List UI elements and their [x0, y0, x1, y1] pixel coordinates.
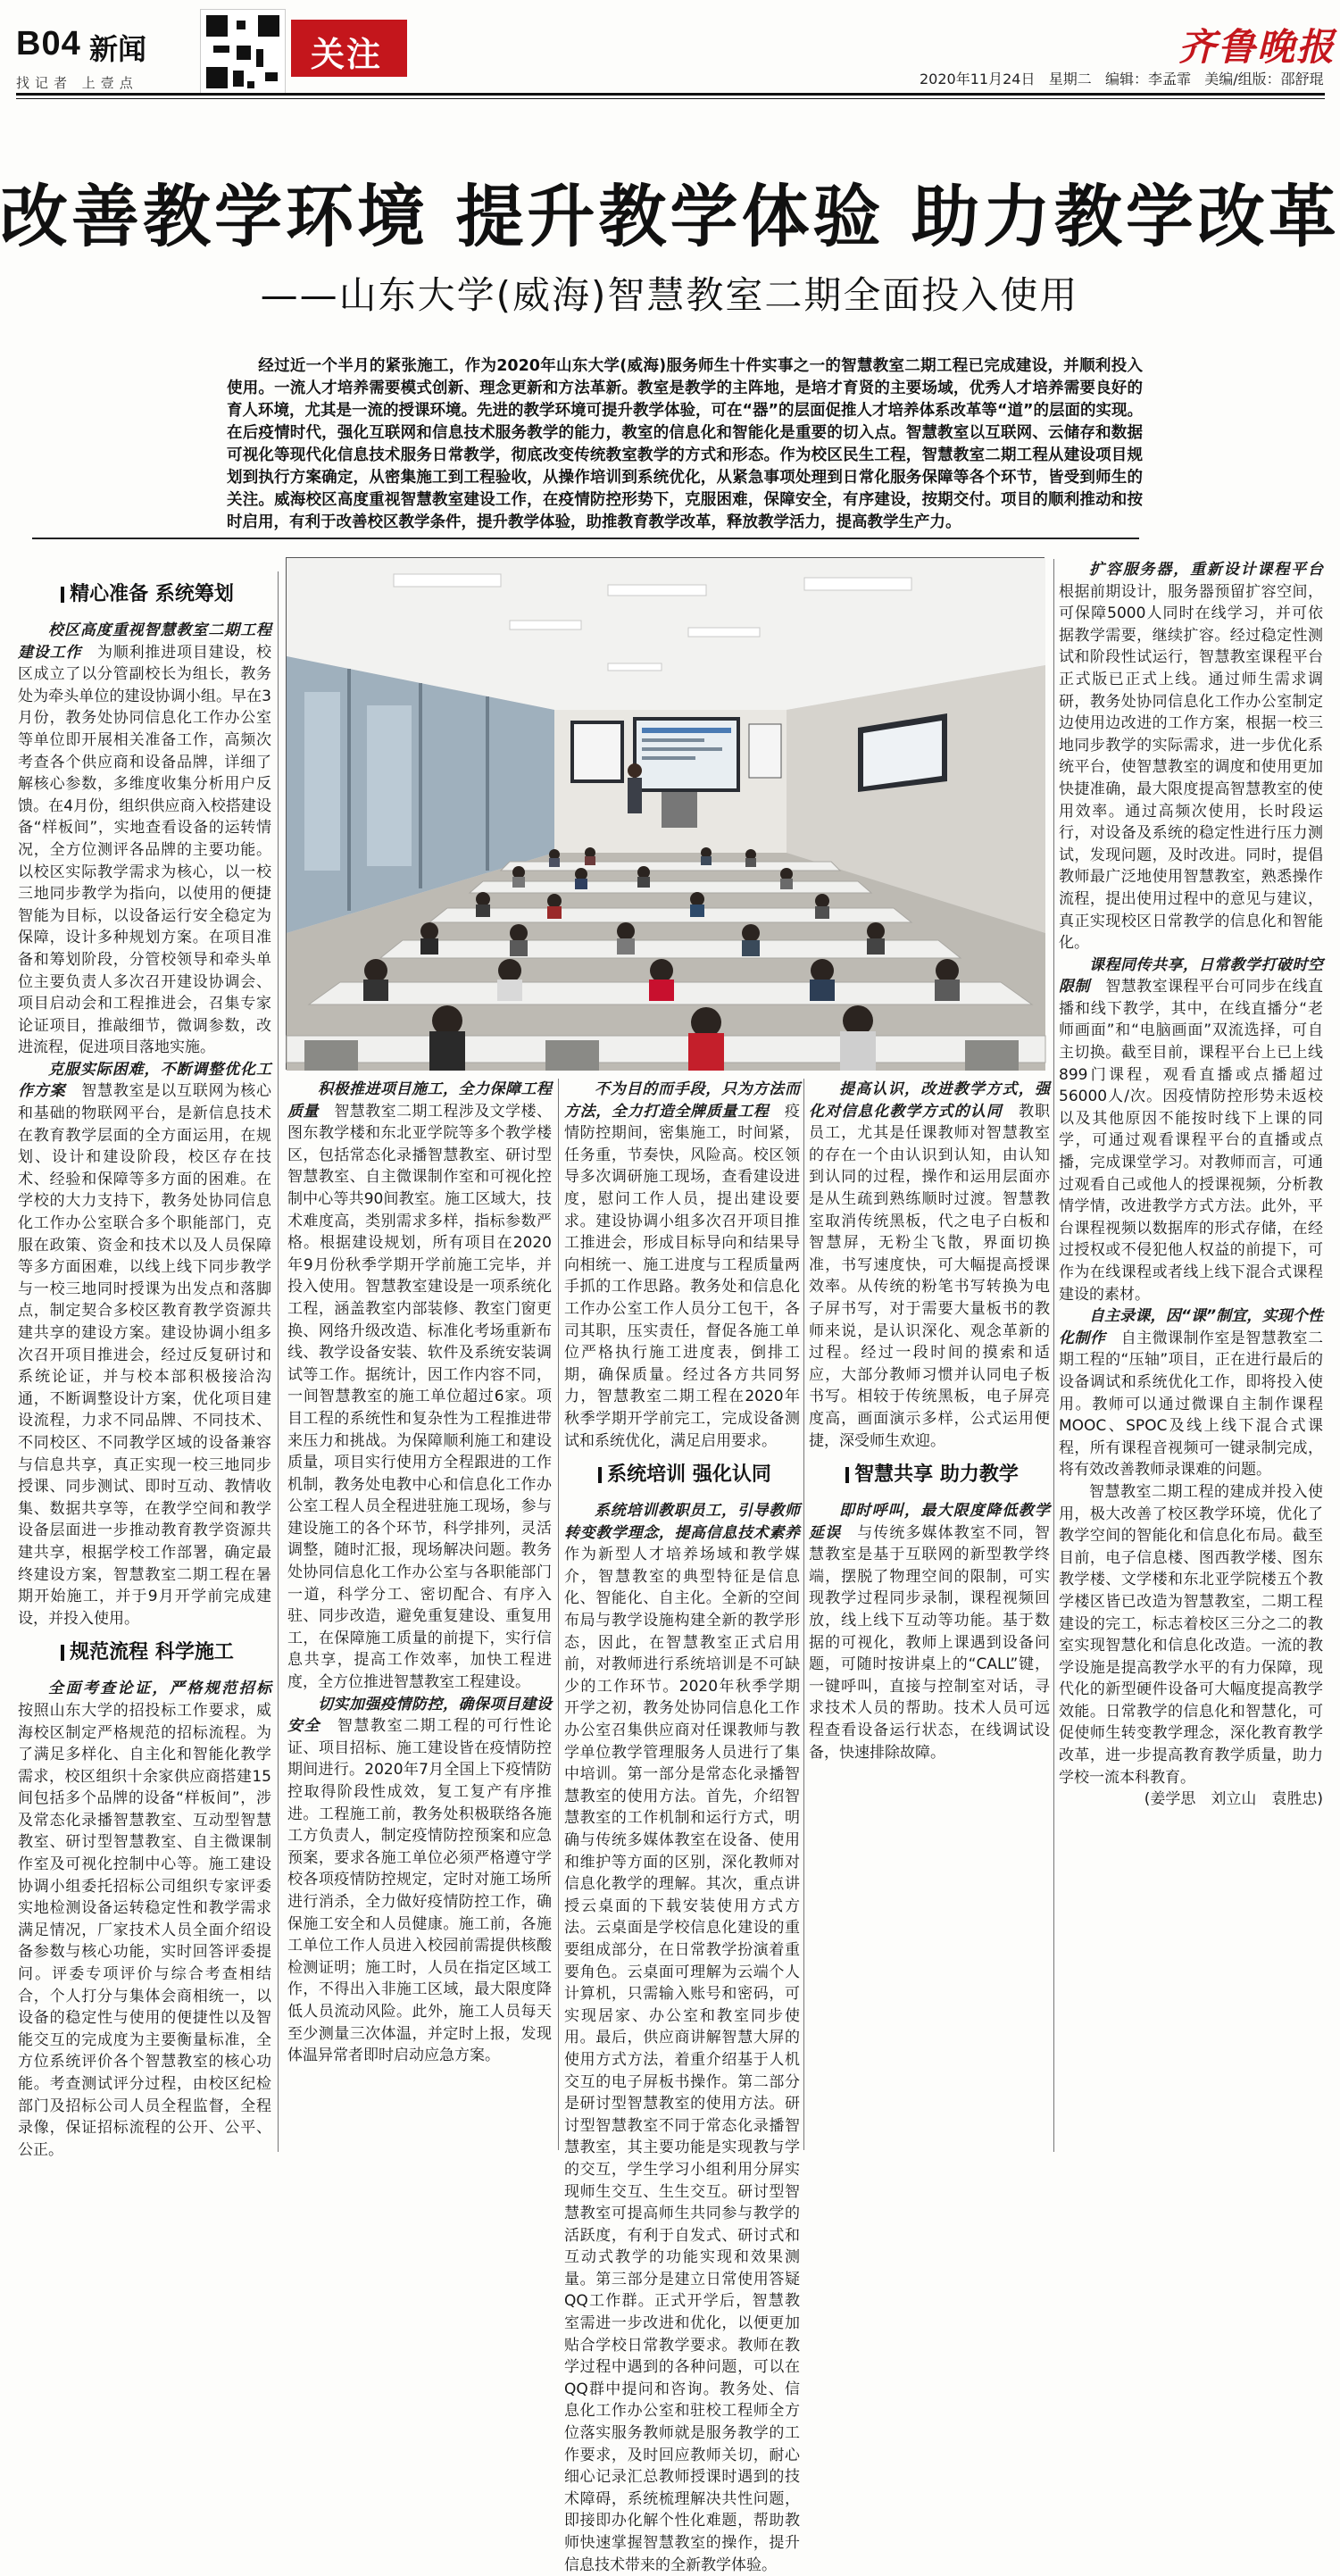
body-paragraph: 不为目的而手段，只为方法而方法，全力打造全牌质量工程 疫情防控期间，密集施工，时间紧，任务重，节奏快，风险高。校区领导多次调研施工现场，查看建设进度，慰问工作人员，提出建设要求。建设协调小组多次召开项目推工推进会，形成目标导向和结果导向相统一、施工进度与工程质量两手抓的工作思路。教务处和信息化工作办公室工作人员分工包干，各司其职，压实责任，督促各施工单位严格执行施工进度表，倒排工期，确保质量。经过各方共同努力，智慧教室二期工程在2020年秋季学期开学前完工，完成设备测试和系统优化，满足启用要求。	[564, 1080, 801, 1450]
newspaper-logo: 齐鲁晚报	[1178, 25, 1336, 69]
lead-paragraph: 经过近一个半月的紧张施工，作为2020年山东大学(威海)服务师生十件实事之一的智慧教室二期工程已完成建设，并顺利投入使用。一流人才培养需要模式创新、理念更新和方法革新。教室是教学的主阵地，是培才育贤的主要场域，优秀人才培养需要良好的育人环境，尤其是一流的授课环境。先进的教学环境可提升教学体验，可在“器”的层面促推人才培养体系改革等“道”的层面的实现。在后疫情时代，强化互联网和信息技术服务教学的能力，教室的信息化和智能化是重要的切入点。智慧教室以互联网、云储存和数据可视化等现代化信息技术服务日常教学，彻底改变传统教室教学的方式和形态。作为校区民生工程，智慧教室二期工程从建设项目规划到执行方案确定，从密集施工到工程验收，从操作培训到系统优化，从紧急事项处理到日常化服务保障等各个环节，皆受到师生的关注。威海校区高度重视智慧教室建设工作，在疫情防控形势下，克服困难，保障安全，有序建设，按期交付。项目的顺利推动和按时启用，有利于改善校区教学条件，提升教学体验，助推教育教学改革，释放教学活力，提高教学生产力。	[227, 357, 1144, 531]
body-paragraph: 课程同传共享，日常教学打破时空限制 智慧教室课程平台可同步在线直播和线下教学，其中，在线直播分“老师画面”和“电脑画面”双流选择，可自主切换。截至目前，课程平台上已上线899门课程，观看直播或点播超过56000人/次。因疫情防控形势未返校以及其他原因不能按时线下上课的同学，可通过观看课程平台的直播或点播，完成课堂学习。对教师而言，可通过观看自己或他人的授课视频，分析教情学情，改进教学方式方法。此外，平台课程视频以数据库的形式存储，在经过授权或不侵犯他人权益的前提下，可作为在线课程或者线上线下混合式课程建设的素材。	[1059, 955, 1323, 1304]
issue-date: 2020年11月24日	[920, 71, 1036, 88]
date-line	[920, 68, 1324, 88]
subheadline: ——山东大学(威海)智慧教室二期全面投入使用	[260, 273, 1079, 317]
article-column-2	[287, 1079, 552, 2150]
masthead-rule-thin	[16, 98, 1325, 99]
column-rule	[803, 1079, 804, 2150]
slogan: 找记者 上壹点	[16, 75, 138, 91]
body-paragraph: 克服实际困难，不断调整优化工作方案 智慧教室是以互联网为核心和基础的物联网平台，是新信息技术在教育教学层面的全方面运用，在规划、设计和建设阶段，校区存在技术、经验和保障等多方面的困难。在学校的大力支持下，教务处协同信息化工作办公室联合多个职能部门，克服在政策、资金和技术以及人员保障等多方面困难，以线上线下同步教学与一校三地同时授课为出发点和落脚点，制定契合多校区教育教学资源共建共享的建设方案。建设协调小组多次召开项目推进会，经过反复研讨和系统论证，并与校本部积极接洽沟通，不断调整设计方案，优化项目建设流程，力求不同品牌、不同技术、不同校区、不同教学区域的设备兼容与信息共享，真正实现一校三地同步授课、同步测试、即时互动、教情收集、数据共享等，在教学空间和教学设备层面进一步推动教育教学资源共建共享，根据学校工作部署，确定最终建设方案，智慧教室二期工程在暑期开始施工，并于9月开学前完成建设，并投入使用。	[18, 1060, 272, 1628]
body-paragraph: 校区高度重视智慧教室二期工程建设工作 为顺利推进项目建设，校区成立了以分管副校长为组长，教务处为牵头单位的建设协调小组。早在3月份，教务处协同信息化工作办公室等单位即开展相关准备工作，高频次考查各个供应商和设备品牌，详细了解核心参数，多维度收集分析用户反馈。在4月份，组织供应商入校搭建设备“样板间”，实地查看设备的运转情况，全方位测评各品牌的主要功能。以校区实际教学需求为核心，以一校三地同步教学为指向，以使用的便捷智能为目标，以设备运行安全稳定为保障，设计多种规划方案。在项目准备和筹划阶段，分管校领导和牵头单位主要负责人多次召开建设协调会、项目启动会和工程推进会，召集专家论证项目，推敲细节，微调参数，改进流程，促进项目落地实施。	[18, 621, 272, 1057]
section-heading-4: 智慧共享 助力教学	[809, 1461, 1050, 1489]
editor: 编辑：李孟霏	[1105, 71, 1192, 88]
qr-code-icon[interactable]	[200, 9, 286, 95]
masthead-rule	[16, 93, 1325, 96]
body-paragraph: 切实加强疫情防控，确保项目建设安全 智慧教室二期工程的可行性论证、项目招标、施工建设皆在疫情防控期间进行。2020年7月全国上下疫情防控取得阶段性成效，复工复产有序推进。工程施工前，教务处积极联络各施工方负责人，制定疫情防控预案和应急预案，要求各施工单位必须严格遵守学校各项疫情防控规定，定时对施工场所进行消杀，全力做好疫情防控工作，确保施工安全和人员健康。施工前，各施工单位工作人员进入校园前需提供核酸检测证明；施工时，人员在指定区域工作，不得出入非施工区域，最大限度降低人员流动风险。此外，施工人员每天至少测量三次体温，并定时上报，发现体温异常者即时启动应急方案。	[287, 1695, 553, 2065]
section-heading-3: 系统培训 强化认同	[564, 1461, 800, 1489]
closing-paragraph: 智慧教室二期工程的建成并投入使用，极大改善了校区教学环境，优化了教学空间的智能化和信息化布局。截至目前，电子信息楼、图西教学楼、图东教学楼、文学楼和东北亚学院楼五个教学楼区皆已改造为智慧教室，二期工程建设的完工，标志着校区三分之二的教室实现智慧化和信息化改造。一流的教学设施是提高教学水平的有力保障，现代化的新型硬件设备可大幅度提高教学效能。日常教学的信息化和智慧化，可促使师生转变教学理念，深化教育教学改革，进一步提高教育教学质量，助力学校一流本科教育。	[1059, 1482, 1323, 1787]
byline: (姜学思 刘立山 袁胜忠)	[1144, 1790, 1323, 1809]
designer: 美编/组版：邵舒琨	[1204, 71, 1324, 88]
article-column-4	[809, 1079, 1050, 2150]
body-paragraph: 自主录课，因“课”制宜，实现个性化制作 自主微课制作室是智慧教室二期工程的“压轴”项目，正在进行最后的设备调试和系统优化工作，即将投入使用。教师可以通过微课自主制作课程MOOC、SPOC及线上线下混合式课程，所有课程音视频可一键录制完成，将有效改善教师录课难的问题。	[1059, 1307, 1323, 1480]
body-paragraph: 即时呼叫，最大限度降低教学延误 与传统多媒体教室不同，智慧教室是基于互联网的新型教学终端，摆脱了物理空间的限制，可实现教学过程同步录制，课程视频回放，线上线下互动等功能。基于数据的可视化，教师上课遇到设备问题，可随时按讲桌上的“CALL”键，一键呼叫，直接与控制室对话，寻求技术人员的帮助。技术人员可远程查看设备运行状态，在线调试设备，快速排除故障。	[809, 1502, 1051, 1762]
focus-tag: 关注	[311, 35, 383, 74]
issue-weekday: 星期二	[1048, 71, 1092, 88]
headline: 改善教学环境 提升教学体验 助力教学改革	[0, 177, 1340, 256]
lead-divider	[32, 538, 1139, 539]
body-paragraph: 全面考查论证，严格规范招标 按照山东大学的招投标工作要求，威海校区制定严格规范的招标流程。为了满足多样化、自主化和智能化教学需求，校区组织十余家供应商搭建15间包括多个品牌的设备“样板间”，涉及常态化录播智慧教室、互动型智慧教室、研讨型智慧教室、自主微课制作室及可视化控制中心等。施工建设协调小组委托招标公司组织专家评委实地检测设备运转稳定性和教学需求满足情况，厂家技术人员全面介绍设备参数与核心功能，实时回答评委提问。评委专项评价与综合考查相结合，个人打分与集体会商相统一，以设备的稳定性与使用的便捷性以及智能交互的完成度为主要衡量标准，全方位系统评价各个智慧教室的核心功能。考查测试评分过程，由校区纪检部门及招标公司人员全程监督，全程录像，保证招标流程的公开、公平、公正。	[18, 1680, 271, 2159]
body-paragraph: 提高认识，改进教学方式，强化对信息化教学方式的认同 教职员工，尤其是任课教师对智慧教室的存在一个由认识到认知，由认知到认同的过程，操作和运用层面亦是从生疏到熟练顺时过渡。智慧教室取消传统黑板，代之电子白板和智慧屏，无粉尘飞散，界面切换准，书写速度快，可大幅提高授课效率。从传统的粉笔书写转换为电子屏书写，对于需要大量板书的教师来说，是认识深化、观念革新的过程。经过一段时间的摸索和适应，大部分教师习惯并认同电子板书写。相较于传统黑板，电子屏亮度高，画面演示多样，公式运用便捷，深受师生欢迎。	[809, 1080, 1051, 1450]
section-heading-1: 精心准备 系统筹划	[18, 580, 271, 609]
page-number: B04	[16, 25, 81, 63]
section-name: 新闻	[89, 32, 147, 66]
column-rule	[558, 1079, 559, 2150]
column-rule	[278, 571, 279, 2152]
body-paragraph: 扩容服务器，重新设计课程平台 根据前期设计，服务器预留扩容空间，可保障5000人同时在线学习，并可依据教学需要，继续扩容。经过稳定性测试和阶段性试运行，智慧教室课程平台正式版已正式上线。通过师生需求调研，教务处协同信息化工作办公室制定边使用边改进的工作方案，根据一校三地同步教学的实际需求，进一步优化系统平台，使智慧教室的调度和使用更加快捷准确，最大限度提高智慧教室的使用效率。通过高频次使用，长时段运行，对设备及系统的稳定性进行压力测试，发现问题，及时改进。同时，提倡教师最广泛地使用智慧教室，熟悉操作流程，提出使用过程中的意见与建议，真正实现校区日常教学的信息化和智能化。	[1059, 561, 1323, 953]
body-paragraph: 积极推进项目施工，全力保障工程质量 智慧教室二期工程涉及文学楼、图东教学楼和东北亚学院等多个教学楼区，包括常态化录播智慧教室、研讨型智慧教室、自主微课制作室和可视化控制中心等共90间教室。施工区域大，技术难度高，类别需求多样，指标参数严格。根据建设规划，所有项目在2020年9月份秋季学期开学前施工完毕，并投入使用。智慧教室建设是一项系统化工程，涵盖教室内部装修、教室门窗更换、网络升级改造、标准化考场重新布线、教学设备安装、软件及系统安装调试等工作。据统计，因工作内容不同，一间智慧教室的施工单位超过6家。项目工程的系统性和复杂性为工程推进带来压力和挑战。为保障顺利施工和建设质量，项目实行使用方全程跟进的工作机制，教务处电教中心和信息化工作办公室工程人员全程进驻施工现场，参与建设施工的各个环节，科学排列，灵活调整，随时汇报，现场解决问题。教务处协同信息化工作办公室与各职能部门一道，科学分工、密切配合、有序入驻、同步改造，避免重复建设、重复用工，在保障施工质量的前提下，实行信息共享，提高工作效率，加快工程进度，全方位推进智慧教室工程建设。	[287, 1080, 552, 1692]
article-column-3	[564, 1079, 801, 2574]
section-heading-2: 规范流程 科学施工	[18, 1638, 271, 1667]
article-column-1	[18, 571, 272, 2159]
body-paragraph: 系统培训教职员工，引导教师转变教学理念，提高信息技术素养 作为新型人才培养场域和教学媒介，智慧教室的典型特征是信息化、智能化、自主化。全新的空间布局与教学设施构建全新的教学形态，因此，在智慧教室正式启用前，对教师进行系统培训是不可缺少的工作环节。2020年秋季学期开学之初，教务处协同信息化工作办公室召集供应商对任课教师与教学单位教学管理服务人员进行了集中培训。第一部分是常态化录播智慧教室的使用方法。首先，介绍智慧教室的工作机制和运行方式，明确与传统多媒体教室在设备、使用和维护等方面的区别，深化教师对信息化教学的理解。其次，重点讲授云桌面的下载安装使用方式方法。云桌面是学校信息化建设的重要组成部分，在日常教学扮演着重要角色。云桌面可理解为云端个人计算机，只需输入账号和密码，可实现居家、办公室和教室同步使用。最后，供应商讲解智慧大屏的使用方式方法，着重介绍基于人机交互的电子屏板书操作。第二部分是研讨型智慧教室的使用方法。研讨型智慧教室不同于常态化录播智慧教室，其主要功能是实现教与学的交互，学生学习小组利用分屏实现师生交互、生生交互。研讨型智慧教室可提高师生共同参与教学的活跃度，有利于自发式、研讨式和互动式教学的功能实现和效果测量。第三部分是建立日常使用答疑QQ工作群。正式开学后，智慧教室需进一步改进和优化，以便更加贴合学校日常教学要求。教师在教学过程中遇到的各种问题，可以在QQ群中提问和咨询。教务处、信息化工作办公室和驻校工程师全方位落实服务教师就是服务教学的工作要求，及时回应教师关切，耐心细心记录汇总教师授课时遇到的技术障碍，系统梳理解决共性问题，即接即办化解个性化难题，帮助教师快速掌握智慧教室的操作，提升信息技术带来的全新教学体验。	[564, 1502, 800, 2574]
classroom-photo	[286, 557, 1045, 1070]
column-rule	[1053, 559, 1054, 2152]
article-column-5	[1059, 559, 1323, 2152]
